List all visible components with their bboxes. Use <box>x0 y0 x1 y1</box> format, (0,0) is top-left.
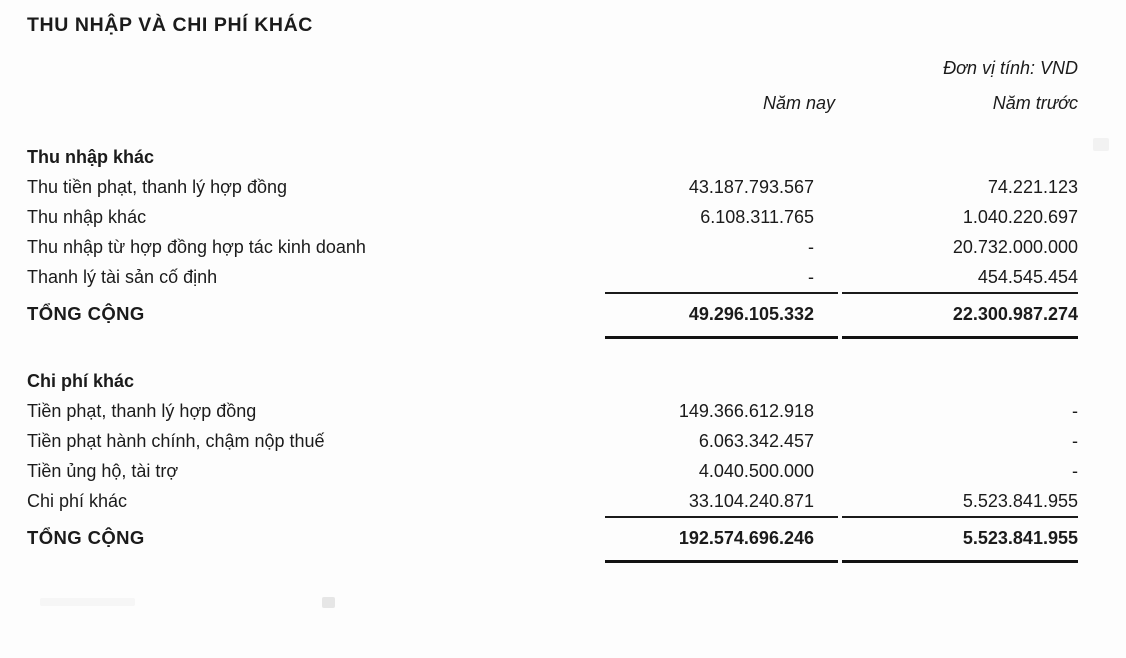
total-row-other-income <box>27 292 1078 336</box>
row-value-prior-year: - <box>1072 401 1078 421</box>
table-row <box>27 262 1078 292</box>
row-value-prior-year: 74.221.123 <box>987 177 1078 197</box>
row-value-current-year: - <box>808 267 814 287</box>
table-row <box>27 396 1078 426</box>
rule-current-year-column <box>605 560 838 563</box>
row-label: Thu nhập từ hợp đồng hợp tác kinh doanh <box>27 237 366 257</box>
section-gap <box>27 336 1078 366</box>
row-value-current-year: 6.108.311.765 <box>700 207 814 227</box>
row-value-prior-year: 1.040.220.697 <box>962 207 1078 227</box>
row-label: Thu nhập khác <box>27 207 147 227</box>
scan-artifact <box>1093 138 1109 151</box>
column-header-current-year: Năm nay <box>762 93 835 113</box>
table-row <box>27 202 1078 232</box>
row-label: Thanh lý tài sản cố định <box>27 267 218 287</box>
column-header-prior-year: Năm trước <box>992 93 1078 113</box>
rule-prior-year-column <box>842 560 1078 563</box>
rule-prior-year-column <box>842 336 1078 339</box>
row-value-prior-year: 454.545.454 <box>977 267 1078 287</box>
total-label: TỔNG CỘNG <box>27 303 145 324</box>
section-heading-label: Thu nhập khác <box>27 147 155 167</box>
row-value-current-year: 6.063.342.457 <box>698 431 814 451</box>
table-row <box>27 232 1078 262</box>
total-row-other-expenses <box>27 516 1078 560</box>
row-value-current-year: 149.366.612.918 <box>678 401 814 421</box>
scan-artifact <box>40 598 135 606</box>
table-row <box>27 172 1078 202</box>
row-value-current-year: 43.187.793.567 <box>688 177 814 197</box>
row-label: Thu tiền phạt, thanh lý hợp đồng <box>27 177 287 197</box>
table-row <box>27 486 1078 516</box>
section-heading-label: Chi phí khác <box>27 371 135 391</box>
row-value-prior-year: - <box>1072 431 1078 451</box>
row-label: Tiền phạt hành chính, chậm nộp thuế <box>27 431 325 451</box>
total-value-current-year: 192.574.696.246 <box>678 528 814 548</box>
row-label: Tiền ủng hộ, tài trợ <box>27 461 179 481</box>
section-heading-other-expenses <box>27 366 1078 396</box>
scan-artifact <box>322 597 335 608</box>
row-value-prior-year: 5.523.841.955 <box>962 491 1078 511</box>
total-label: TỔNG CỘNG <box>27 527 145 548</box>
total-value-current-year: 49.296.105.332 <box>688 304 814 324</box>
total-value-prior-year: 22.300.987.274 <box>952 304 1078 324</box>
section-heading-other-income <box>27 142 1078 172</box>
row-value-current-year: 33.104.240.871 <box>688 491 814 511</box>
rule-current-year-column <box>605 336 838 339</box>
other-income-and-expenses-table <box>27 142 1078 560</box>
row-value-prior-year: - <box>1072 461 1078 481</box>
row-label: Chi phí khác <box>27 491 128 511</box>
table-row <box>27 426 1078 456</box>
row-label: Tiền phạt, thanh lý hợp đồng <box>27 401 257 421</box>
table-row <box>27 456 1078 486</box>
unit-of-measure-note: Đơn vị tính: VND <box>943 58 1078 78</box>
total-value-prior-year: 5.523.841.955 <box>962 528 1078 548</box>
page-title: THU NHẬP VÀ CHI PHÍ KHÁC <box>27 14 313 36</box>
row-value-current-year: - <box>808 237 814 257</box>
row-value-prior-year: 20.732.000.000 <box>952 237 1078 257</box>
row-value-current-year: 4.040.500.000 <box>698 461 814 481</box>
